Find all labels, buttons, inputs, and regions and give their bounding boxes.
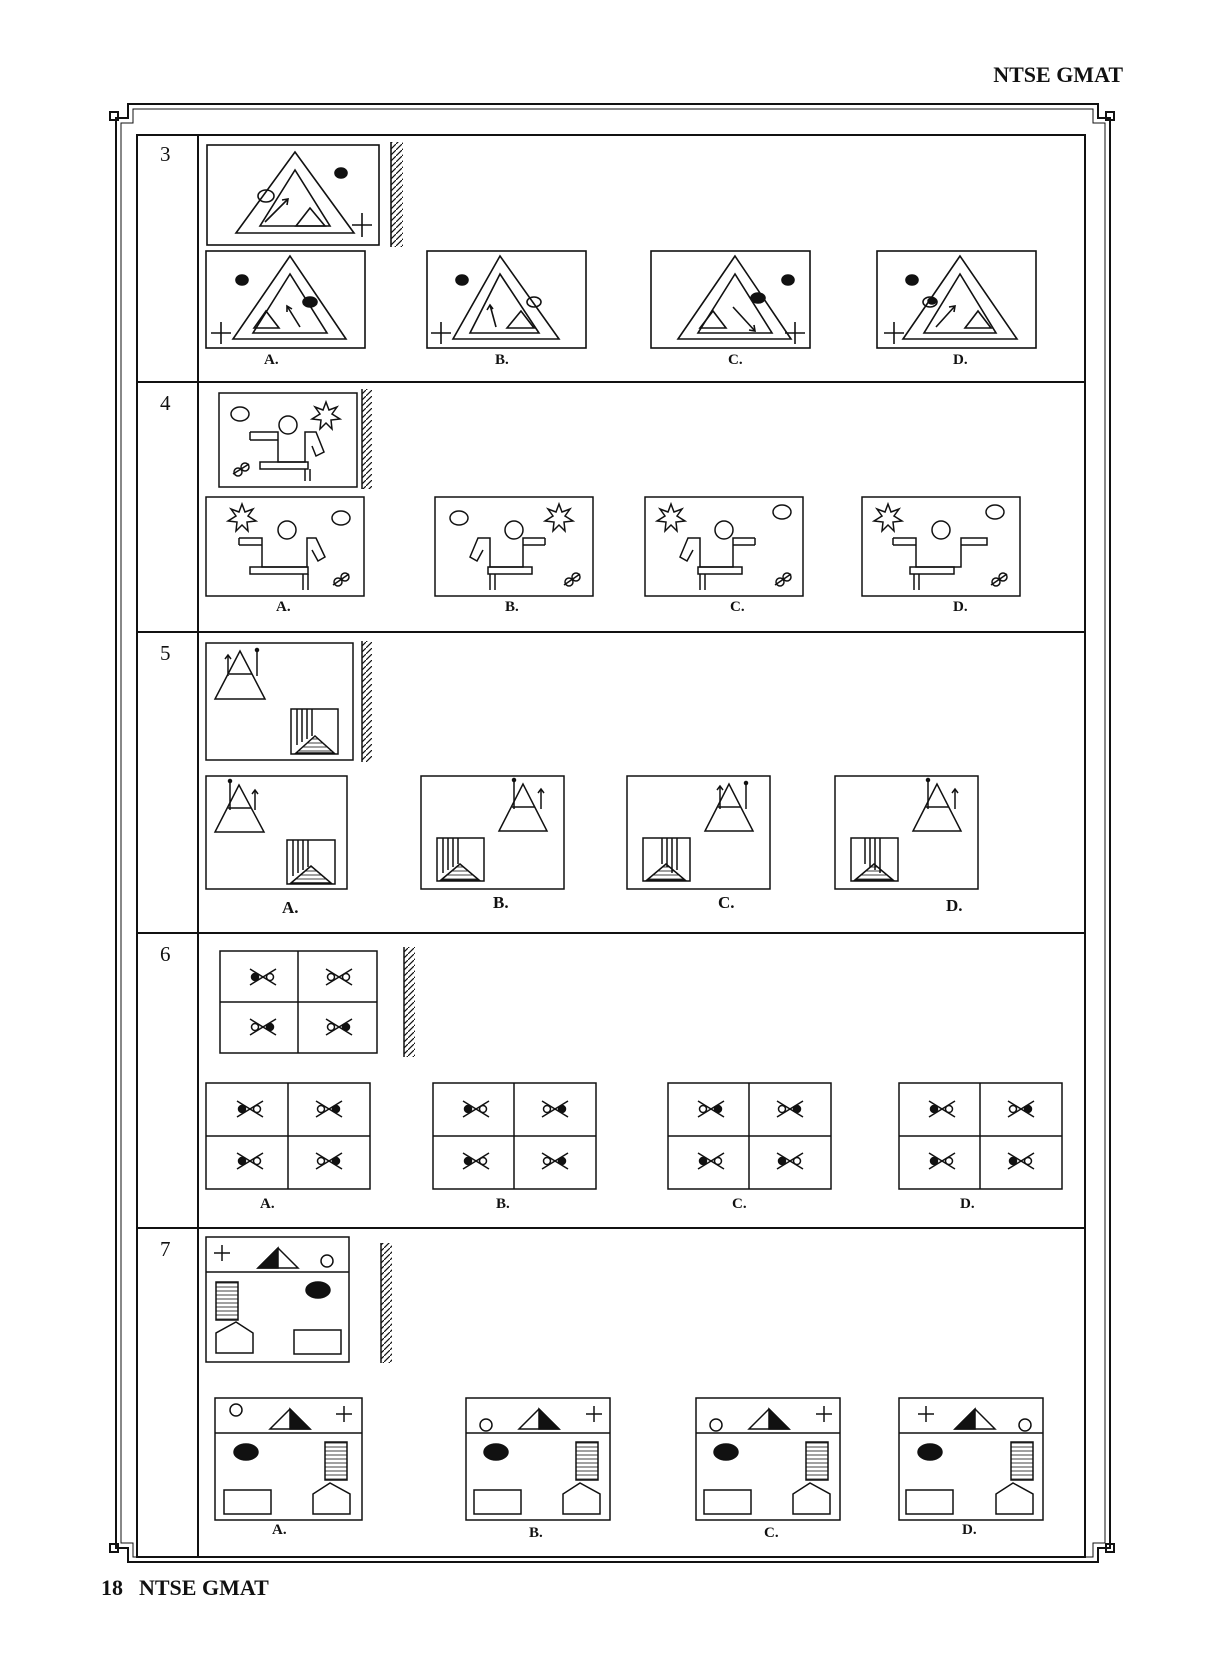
option-label: D. <box>953 352 968 368</box>
option-label: A. <box>276 599 291 615</box>
option-label: B. <box>496 1196 510 1212</box>
option-label: A. <box>264 352 279 368</box>
option-label: C. <box>728 352 743 368</box>
option-label: C. <box>732 1196 747 1212</box>
page-number: 18 <box>101 1575 123 1600</box>
option-label: B. <box>505 599 519 615</box>
option-label: A. <box>272 1522 287 1538</box>
page-footer <box>101 1575 285 1601</box>
page-header-title: NTSE GMAT <box>993 62 1123 87</box>
option-label: B. <box>493 893 509 912</box>
option-label: B. <box>529 1525 543 1541</box>
page-footer-title: NTSE GMAT <box>139 1575 269 1600</box>
option-label: D. <box>946 896 963 915</box>
option-label: B. <box>495 352 509 368</box>
option-label: C. <box>718 893 735 912</box>
option-label: A. <box>260 1196 275 1212</box>
option-label: C. <box>730 599 745 615</box>
question-number: 6 <box>160 942 171 966</box>
option-label: D. <box>962 1522 977 1538</box>
option-label: D. <box>953 599 968 615</box>
option-label: D. <box>960 1196 975 1212</box>
option-label: C. <box>764 1525 779 1541</box>
question-number: 7 <box>160 1237 171 1261</box>
question-number: 4 <box>160 391 171 415</box>
question-number: 3 <box>160 142 171 166</box>
question-number: 5 <box>160 641 171 665</box>
option-label: A. <box>282 898 299 917</box>
